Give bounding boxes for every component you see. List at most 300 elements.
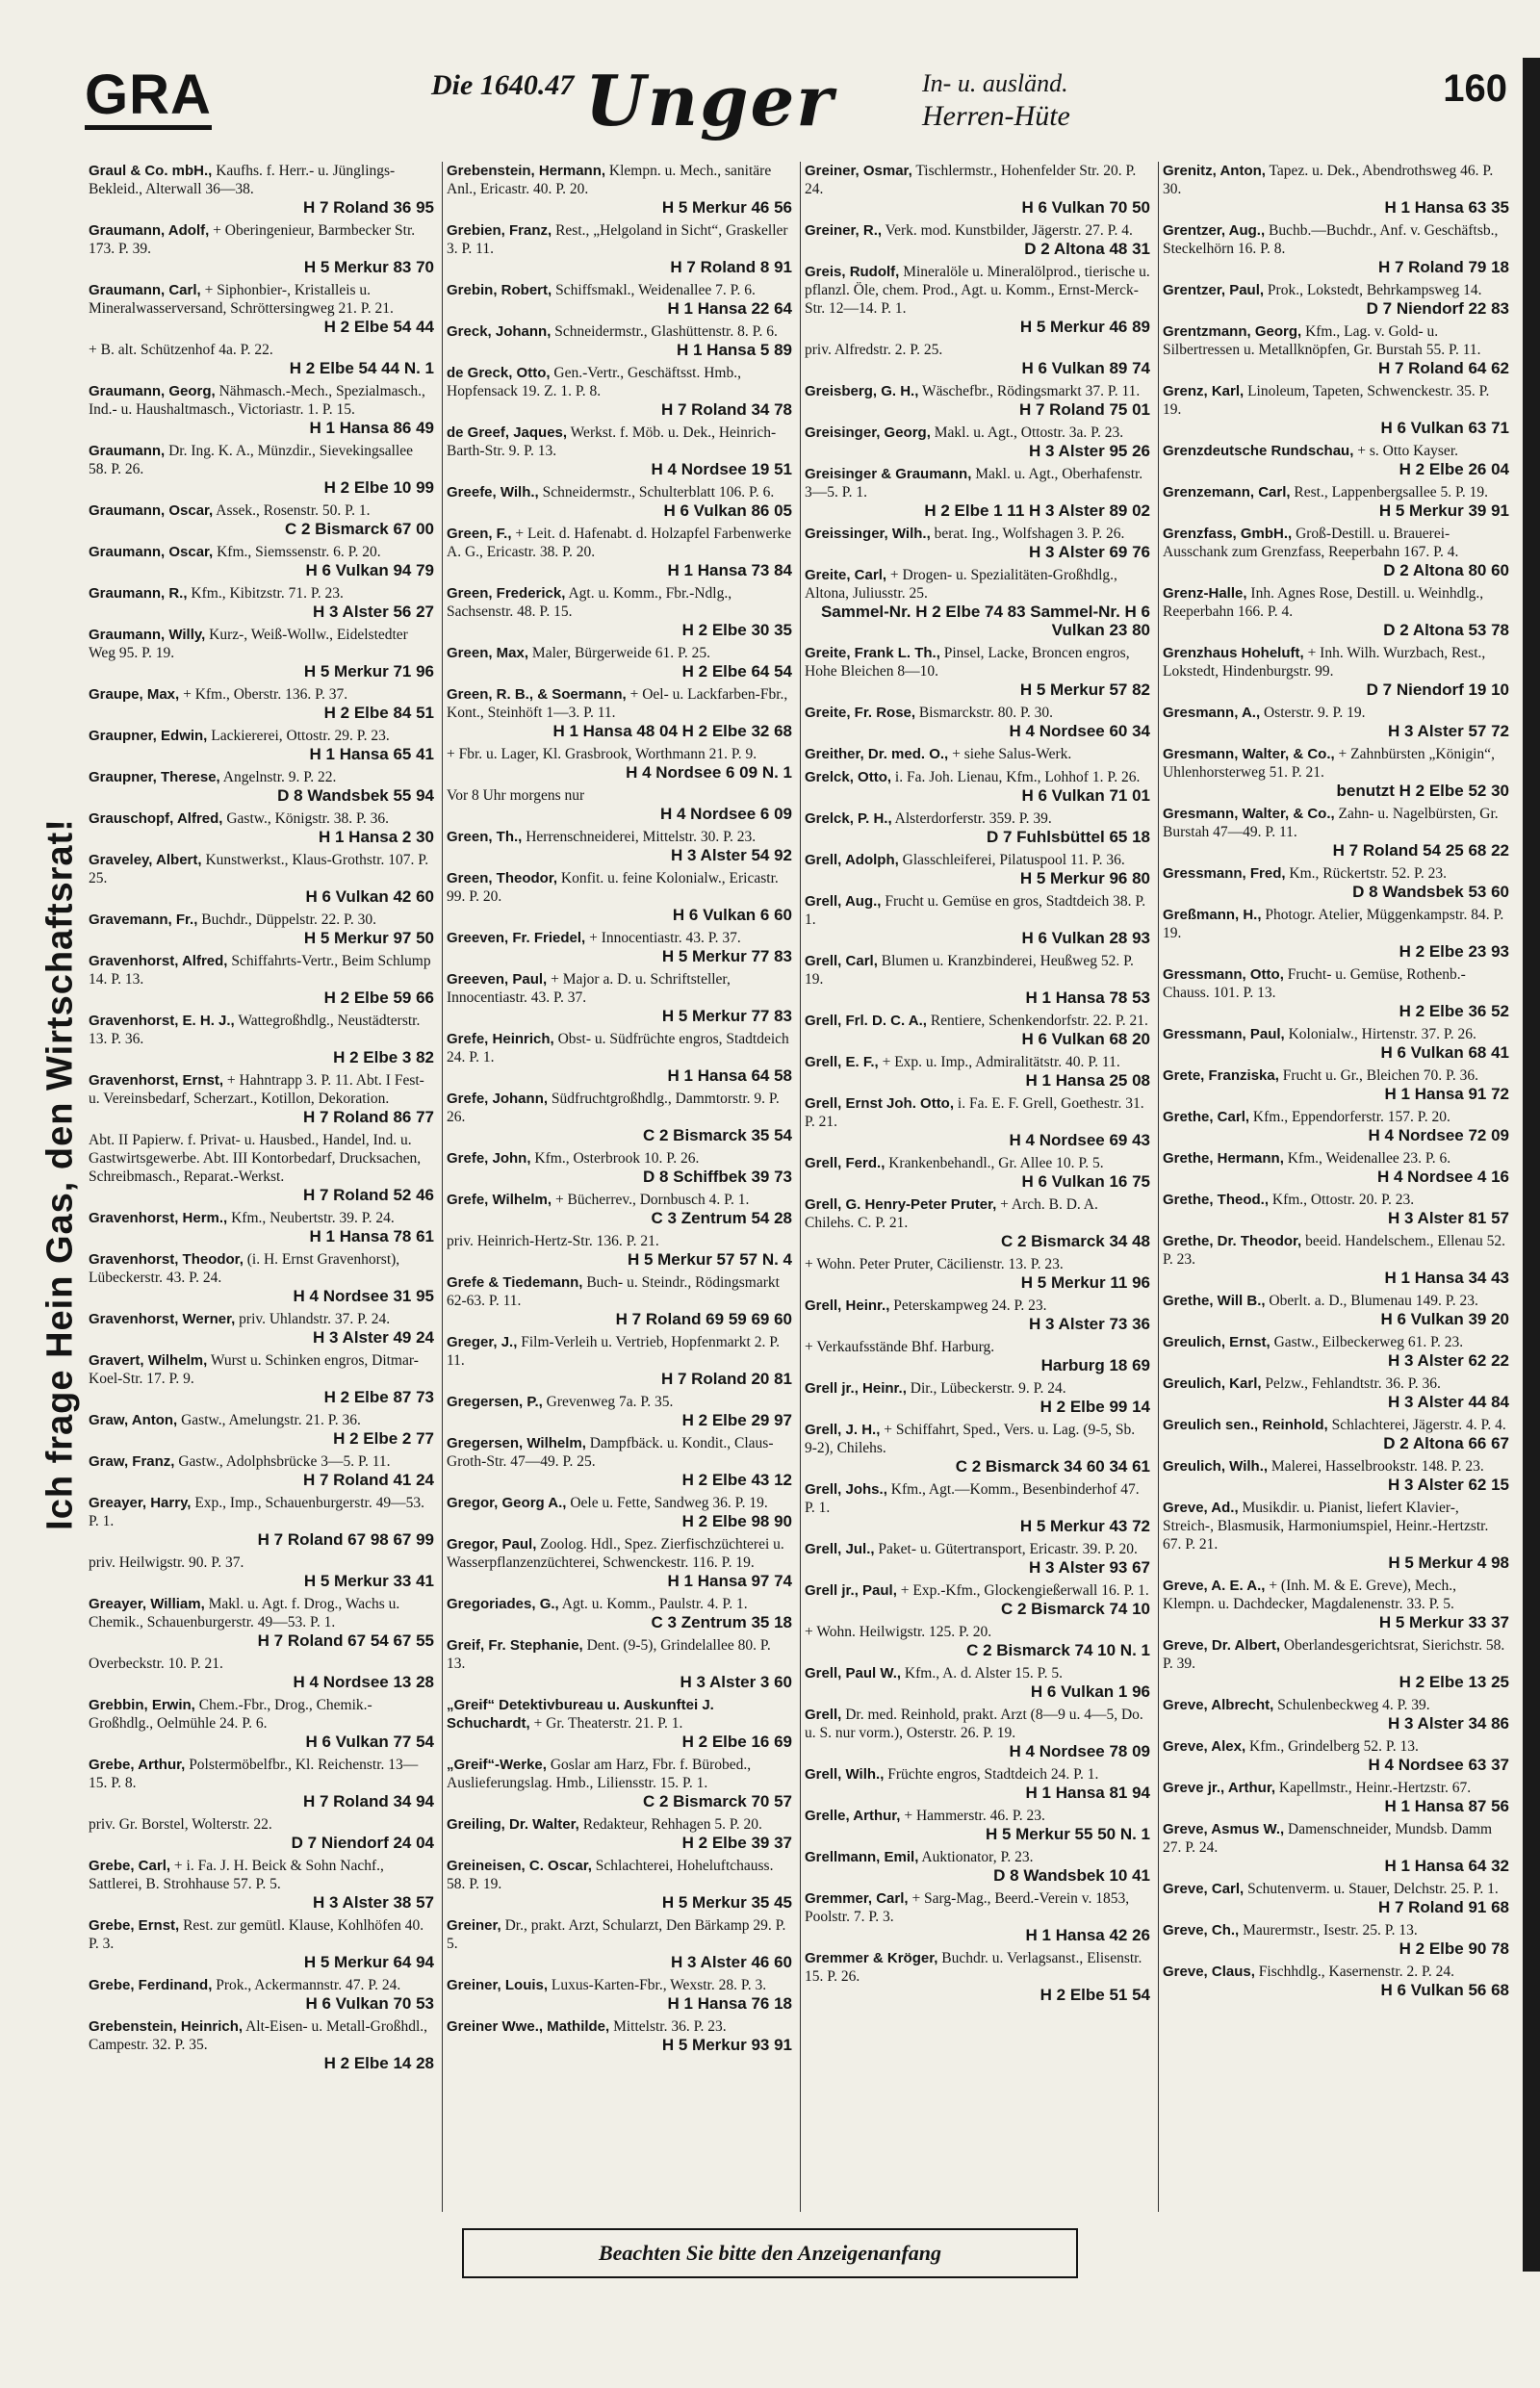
entry-details: Mittelstr. 36. P. 23.	[613, 2018, 727, 2035]
directory-entry	[447, 1191, 792, 1227]
entry-phone: H 6 Vulkan 63 71	[1380, 419, 1509, 437]
entry-phone: H 4 Nordsee 4 16	[1376, 1168, 1509, 1186]
entry-phone: H 5 Merkur 64 94	[303, 1953, 434, 1971]
ad-small-print: Die 1640.47	[431, 69, 575, 101]
entry-details: Prok., Ackermannstr. 47. P. 24.	[216, 1977, 401, 1993]
entry-details: + (Inh. M. & E. Greve), Mech., Klempn. u. Dachdecker, Magdalenenstr. 33. P. 5.	[1163, 1578, 1457, 1612]
entry-phone: D 2 Altona 80 60	[1383, 561, 1509, 579]
entry-name: Greite, Carl,	[805, 567, 887, 583]
entry-name: Green, Max,	[447, 645, 529, 661]
entry-phone: H 4 Nordsee 72 09	[1368, 1126, 1509, 1144]
entry-name: Greulich sen., Reinhold,	[1163, 1417, 1328, 1433]
entry-name: Grell jr., Paul,	[805, 1582, 897, 1599]
entry-phone: H 3 Alster 93 67	[1029, 1558, 1150, 1577]
directory-entry	[805, 704, 1150, 740]
entry-phone: D 8 Wandsbek 53 60	[1352, 883, 1509, 901]
entry-name: Greisinger & Graumann,	[805, 466, 972, 482]
entry-phone: H 1 Hansa 73 84	[667, 561, 792, 579]
directory-entry	[89, 1494, 434, 1549]
entry-phone: H 1 Hansa 2 30	[318, 828, 434, 846]
entry-details: Schneidermstr., Schulterblatt 106. P. 6.	[542, 484, 775, 501]
ad-tagline: In- u. ausländ.	[922, 69, 1068, 97]
entry-phone: H 2 Elbe 29 97	[681, 1411, 792, 1429]
entry-phone: H 5 Merkur 46 89	[1019, 318, 1150, 336]
entry-phone: H 3 Alster 38 57	[313, 1893, 434, 1912]
entry-name: Gravenhorst, Theodor,	[89, 1251, 244, 1268]
directory-entry	[447, 1636, 792, 1691]
entry-phone: H 6 Vulkan 77 54	[305, 1733, 434, 1751]
entry-details: Werkst. f. Möb. u. Dek., Heinrich-Barth-Str. 9. P. 13.	[447, 424, 777, 459]
entry-phone: H 4 Nordsee 19 51	[651, 460, 792, 478]
entry-name: Grethe, Carl,	[1163, 1109, 1250, 1125]
entry-phone: H 6 Vulkan 42 60	[305, 887, 434, 906]
directory-entry	[1163, 1737, 1509, 1774]
directory-entry	[89, 952, 434, 1007]
entry-phone: H 5 Merkur 83 70	[303, 258, 434, 276]
entry-phone: C 3 Zentrum 54 28	[651, 1209, 792, 1227]
directory-entry	[805, 1765, 1150, 1802]
entry-name: Greite, Fr. Rose,	[805, 705, 916, 721]
entry-phone: C 2 Bismarck 34 48	[1001, 1232, 1150, 1250]
directory-entry	[447, 786, 792, 823]
entry-name: Grethe, Hermann,	[1163, 1150, 1284, 1167]
entry-details: priv. Alfredstr. 2. P. 25.	[805, 342, 943, 358]
directory-entry	[1163, 221, 1509, 276]
entry-name: Greve, Alex,	[1163, 1738, 1246, 1755]
directory-entry	[89, 911, 434, 947]
directory-entry	[1163, 1963, 1509, 1999]
entry-name: Gressmann, Otto,	[1163, 966, 1284, 983]
directory-entry	[805, 1889, 1150, 1944]
entry-name: Grelck, P. H.,	[805, 810, 892, 827]
directory-entry	[89, 1411, 434, 1448]
entry-name: Grenzhaus Hoheluft,	[1163, 645, 1304, 661]
entry-phone: H 4 Nordsee 6 09	[659, 805, 792, 823]
entry-details: Makl. u. Agt., Ottostr. 3a. P. 23.	[934, 424, 1124, 441]
entry-details: Km., Rückertstr. 52. P. 23.	[1289, 865, 1448, 882]
entry-name: Grentzmann, Georg,	[1163, 323, 1302, 340]
entry-details: Grevenweg 7a. P. 35.	[546, 1394, 674, 1410]
entry-name: Grell, Aug.,	[805, 893, 882, 910]
entry-phone: H 3 Alster 56 27	[313, 603, 434, 621]
entry-details: Peterskampweg 24. P. 23.	[893, 1297, 1047, 1314]
directory-entry	[805, 1664, 1150, 1701]
entry-name: Greiner, Louis,	[447, 1977, 549, 1993]
entry-phone: H 2 Elbe 1 11 H 3 Alster 89 02	[924, 501, 1150, 520]
entry-details: Paket- u. Gütertransport, Ericastr. 39. P. 20.	[878, 1541, 1138, 1557]
entry-details: Schlachterei, Jägerstr. 4. P. 4.	[1331, 1417, 1506, 1433]
entry-name: Green, Theodor,	[447, 870, 558, 886]
index-letters: GRA	[85, 65, 212, 130]
entry-details: + Inh. Wilh. Wurzbach, Rest., Lokstedt, Hindenburgstr. 99.	[1163, 645, 1486, 680]
entry-details: Glasschleiferei, Pilatuspool 11. P. 36.	[902, 852, 1125, 868]
entry-phone: H 7 Roland 41 24	[302, 1471, 434, 1489]
entry-details: + Siphonbier-, Kristalleis u. Mineralwasserversand, Schröttersingweg 21. P. 21.	[89, 282, 394, 317]
entry-name: Grefe, John,	[447, 1150, 531, 1167]
entry-name: Green, Th.,	[447, 829, 523, 845]
entry-name: Grebbin, Erwin,	[89, 1697, 195, 1713]
directory-entry	[447, 745, 792, 782]
entry-name: Greve, Albrecht,	[1163, 1697, 1274, 1713]
entry-name: Greve, A. E. A.,	[1163, 1578, 1266, 1594]
entry-name: Greiner, R.,	[805, 222, 883, 239]
directory-entry	[447, 1696, 792, 1751]
directory-entry	[805, 1807, 1150, 1843]
entry-details: Wurst u. Schinken engros, Ditmar-Koel-Str. 17. P. 9.	[89, 1352, 419, 1387]
entry-details: beeid. Handelschem., Ellenau 52. P. 23.	[1163, 1233, 1505, 1268]
entry-name: Gravenhorst, Alfred,	[89, 953, 228, 969]
entry-details: Frucht- u. Gemüse, Rothenb.-Chauss. 101. P. 13.	[1163, 966, 1466, 1001]
entry-details: + B. alt. Schützenhof 4a. P. 22.	[89, 342, 273, 358]
entry-name: Grentzer, Aug.,	[1163, 222, 1266, 239]
entry-name: Gregor, Paul,	[447, 1536, 537, 1553]
directory-entry	[1163, 1696, 1509, 1733]
entry-name: Grethe, Will B.,	[1163, 1293, 1266, 1309]
column-2	[443, 162, 801, 2212]
directory-entry	[1163, 1108, 1509, 1144]
directory-entry	[1163, 525, 1509, 579]
entry-details: Kfm., Agt.—Komm., Besenbinderhof 47. P. 1.	[805, 1481, 1140, 1516]
entry-details: Obst- u. Südfrüchte engros, Stadtdeich 24. P. 1.	[447, 1031, 789, 1066]
entry-name: Graumann, Oscar,	[89, 544, 214, 560]
directory-entry	[1163, 1025, 1509, 1062]
entry-name: „Greif“ Detektivbureau u. Auskunftei J. Schuchardt,	[447, 1697, 714, 1732]
directory-entry	[89, 1452, 434, 1489]
entry-name: Grefe, Heinrich,	[447, 1031, 554, 1047]
entry-details: Vor 8 Uhr morgens nur	[447, 787, 585, 804]
entry-details: Schlachterei, Hoheluftchauss. 58. P. 19.	[447, 1858, 774, 1892]
entry-name: „Greif“-Werke,	[447, 1757, 547, 1773]
entry-phone: H 3 Alster 44 84	[1388, 1393, 1509, 1411]
entry-phone: D 8 Schiffbek 39 73	[643, 1168, 792, 1186]
directory-entry	[805, 644, 1150, 699]
directory-entry	[89, 1696, 434, 1751]
entry-phone: H 2 Elbe 10 99	[323, 478, 434, 497]
directory-entry	[89, 1071, 434, 1126]
entry-name: Greiner Wwe., Mathilde,	[447, 2018, 610, 2035]
entry-details: Gastw., Königstr. 38. P. 36.	[226, 810, 389, 827]
entry-name: Greite, Frank L. Th.,	[805, 645, 940, 661]
entry-name: Graw, Anton,	[89, 1412, 178, 1428]
entry-name: Greve, Dr. Albert,	[1163, 1637, 1280, 1654]
entry-name: Greulich, Wilh.,	[1163, 1458, 1269, 1475]
entry-phone: H 7 Roland 86 77	[302, 1108, 434, 1126]
entry-phone: H 1 Hansa 81 94	[1025, 1784, 1150, 1802]
entry-details: + Wohn. Peter Pruter, Cäcilienstr. 13. P. 23.	[805, 1256, 1064, 1272]
entry-details: + Major a. D. u. Schriftsteller, Innocentiastr. 43. P. 37.	[447, 971, 731, 1006]
entry-name: Greve jr., Arthur,	[1163, 1780, 1275, 1796]
entry-details: Verk. mod. Kunstbilder, Jägerstr. 27. P. 4.	[885, 222, 1133, 239]
entry-phone: D 7 Fuhlsbüttel 65 18	[986, 828, 1150, 846]
entry-phone: H 1 Hansa 97 74	[667, 1572, 792, 1590]
entry-name: Gressmann, Paul,	[1163, 1026, 1285, 1042]
directory-entry	[447, 929, 792, 965]
entry-phone: H 1 Hansa 86 49	[309, 419, 434, 437]
entry-name: Greissinger, Wilh.,	[805, 526, 931, 542]
directory-entry	[89, 2017, 434, 2072]
entry-name: Grete, Franziska,	[1163, 1067, 1279, 1084]
entry-phone: D 2 Altona 53 78	[1383, 621, 1509, 639]
entry-details: Makl. u. Agt. f. Drog., Wachs u. Chemik., Schauenburgerstr. 49—53. P. 1.	[89, 1596, 400, 1631]
entry-phone: H 7 Roland 69 59 69 60	[615, 1310, 792, 1328]
directory-entry	[447, 525, 792, 579]
entry-phone: H 4 Nordsee 13 28	[293, 1673, 434, 1691]
directory-entry	[1163, 1333, 1509, 1370]
entry-details: Nähmasch.-Mech., Spezialmasch., Ind.- u. Haushaltmasch., Victoriastr. 1. P. 15.	[89, 383, 425, 418]
directory-entry	[447, 281, 792, 318]
entry-phone: C 2 Bismarck 34 60 34 61	[955, 1457, 1150, 1476]
entry-name: Green, Frederick,	[447, 585, 566, 602]
entry-phone: H 7 Roland 54 25 68 22	[1332, 841, 1509, 860]
entry-name: Grelle, Arthur,	[805, 1808, 901, 1824]
directory-entry	[1163, 1499, 1509, 1572]
directory-entry	[89, 1209, 434, 1245]
entry-phone: C 3 Zentrum 35 18	[651, 1613, 792, 1631]
entry-details: Pinsel, Lacke, Broncen engros, Hohe Bleichen 8—10.	[805, 645, 1130, 680]
entry-details: Gen.-Vertr., Geschäftsst. Hmb., Hopfensack 19. Z. 1. P. 8.	[447, 365, 741, 399]
entry-name: Gravenhorst, Ernst,	[89, 1072, 224, 1089]
entry-details: + Sarg-Mag., Beerd.-Verein v. 1853, Poolstr. 7. P. 3.	[805, 1890, 1130, 1925]
entry-phone: H 4 Nordsee 69 43	[1009, 1131, 1150, 1149]
entry-details: Abt. II Papierw. f. Privat- u. Hausbed., Handel, Ind. u. Gastwirtsgewerbe. Abt. III Kontorbedarf, Drucksachen, Schreibmasch., Reparat.-Werkst.	[89, 1132, 422, 1185]
entry-phone: H 5 Merkur 33 37	[1378, 1613, 1509, 1631]
directory-entry	[89, 809, 434, 846]
directory-entry	[89, 1351, 434, 1406]
entry-details: + Zahnbürsten „Königin“, Uhlenhorsterweg 51. P. 21.	[1163, 746, 1495, 781]
entry-name: Greulich, Karl,	[1163, 1375, 1262, 1392]
directory-entry	[805, 1949, 1150, 2004]
entry-details: berat. Ing., Wolfshagen 3. P. 26.	[934, 526, 1125, 542]
directory-entry	[805, 1255, 1150, 1292]
directory-entry	[1163, 162, 1509, 217]
directory-entry	[1163, 1149, 1509, 1186]
entry-phone: H 3 Alster 46 60	[671, 1953, 792, 1971]
entry-phone: H 1 Hansa 91 72	[1384, 1085, 1509, 1103]
directory-entry	[89, 442, 434, 497]
entry-details: Alsterdorferstr. 359. P. 39.	[894, 810, 1052, 827]
directory-entry	[447, 584, 792, 639]
entry-details: + Oel- u. Lackfarben-Fbr., Kont., Steinhöft 1—3. P. 11.	[447, 686, 788, 721]
directory-entry	[89, 281, 434, 336]
entry-details: Südfruchtgroßhdlg., Dammtorstr. 9. P. 26.	[447, 1091, 780, 1125]
entry-phone: D 7 Niendorf 24 04	[291, 1834, 434, 1852]
entry-name: Grebe, Carl,	[89, 1858, 171, 1874]
entry-phone: H 2 Elbe 98 90	[681, 1512, 792, 1530]
entry-name: Grefe, Johann,	[447, 1091, 549, 1107]
entry-phone: H 1 Hansa 42 26	[1025, 1926, 1150, 1944]
entry-phone: H 5 Merkur 97 50	[303, 929, 434, 947]
entry-name: Grenzdeutsche Rundschau,	[1163, 443, 1354, 459]
entry-details: Chem.-Fbr., Drog., Chemik.-Großhdlg., Oelmühle 24. P. 6.	[89, 1697, 372, 1732]
entry-details: Buchdr., Düppelstr. 22. P. 30.	[201, 912, 376, 928]
entry-phone: H 6 Vulkan 68 20	[1021, 1030, 1150, 1048]
entry-name: Grebien, Franz,	[447, 222, 552, 239]
entry-phone: H 1 Hansa 65 41	[309, 745, 434, 763]
entry-name: Graumann, Georg,	[89, 383, 216, 399]
entry-phone: H 7 Roland 67 54 67 55	[257, 1631, 434, 1650]
directory-entry	[1163, 1577, 1509, 1631]
entry-details: + Drogen- u. Spezialitäten-Großhdlg., Altona, Juliusstr. 25.	[805, 567, 1117, 602]
directory-entry	[89, 1250, 434, 1305]
entry-phone: H 3 Alster 3 60	[680, 1673, 792, 1691]
entry-name: Grentzer, Paul,	[1163, 282, 1265, 298]
entry-name: de Greef, Jaques,	[447, 424, 568, 441]
entry-phone: H 7 Roland 75 01	[1018, 400, 1150, 419]
entry-details: Alt-Eisen- u. Metall-Großhdl., Campestr. 32. P. 35.	[89, 2018, 428, 2053]
entry-name: Graveley, Albert,	[89, 852, 202, 868]
entry-details: Dir., Lübeckerstr. 9. P. 24.	[910, 1380, 1066, 1397]
entry-phone: H 5 Merkur 57 57 N. 4	[627, 1250, 792, 1269]
column-4	[1159, 162, 1517, 2212]
entry-phone: H 1 Hansa 64 58	[667, 1066, 792, 1085]
entry-details: Buch- u. Steindr., Rödingsmarkt 62-63. P. 11.	[447, 1274, 780, 1309]
directory-entry	[1163, 1457, 1509, 1494]
entry-details: Kfm., Kibitzstr. 71. P. 23.	[191, 585, 344, 602]
entry-details: Frucht u. Gemüse en gros, Stadtdeich 38. P. 1.	[805, 893, 1146, 928]
entry-phone: D 8 Wandsbek 10 41	[993, 1866, 1150, 1885]
directory-entry	[89, 341, 434, 377]
entry-details: + Exp.-Kfm., Glockengießerwall 16. P. 1.	[900, 1582, 1149, 1599]
directory-entry	[805, 892, 1150, 947]
entry-phone: H 2 Elbe 36 52	[1399, 1002, 1509, 1020]
entry-details: Gastw., Adolphsbrücke 3—5. P. 11.	[178, 1453, 391, 1470]
entry-phone: H 6 Vulkan 39 20	[1380, 1310, 1509, 1328]
entry-phone: H 5 Merkur 11 96	[1020, 1273, 1150, 1292]
entry-name: Gresmann, A.,	[1163, 705, 1261, 721]
entry-details: Schneidermstr., Glashüttenstr. 8. P. 6.	[554, 323, 778, 340]
directory-entry	[1163, 704, 1509, 740]
entry-name: Greefe, Wilh.,	[447, 484, 539, 501]
entry-name: Grebenstein, Hermann,	[447, 163, 606, 179]
sidebar-advert	[37, 789, 85, 1559]
directory-entry	[447, 364, 792, 419]
entry-phone: D 2 Altona 66 67	[1383, 1434, 1509, 1452]
directory-entry	[89, 1815, 434, 1852]
directory-entry	[805, 809, 1150, 846]
entry-details: Dr., prakt. Arzt, Schularzt, Den Bärkamp 29. P. 5.	[447, 1917, 786, 1952]
ad-product: Herren-Hüte	[922, 100, 1070, 132]
entry-name: Gravert, Wilhelm,	[89, 1352, 208, 1369]
entry-details: Osterstr. 9. P. 19.	[1264, 705, 1366, 721]
entry-details: + Oberingenieur, Barmbecker Str. 173. P. 39.	[89, 222, 416, 257]
entry-phone: H 3 Alster 81 57	[1388, 1209, 1509, 1227]
entry-name: Greiner, Osmar,	[805, 163, 912, 179]
entry-phone: H 5 Merkur 55 50 N. 1	[985, 1825, 1150, 1843]
entry-details: + Fbr. u. Lager, Kl. Grasbrook, Worthmann 21. P. 9.	[447, 746, 757, 762]
entry-name: Grellmann, Emil,	[805, 1849, 919, 1865]
footer-text: Beachten Sie bitte den Anzeigenanfang	[598, 2241, 942, 2265]
directory-entry	[1163, 906, 1509, 961]
entry-name: Grefe & Tiedemann,	[447, 1274, 583, 1291]
entry-phone: H 3 Alster 62 22	[1388, 1351, 1509, 1370]
entry-details: + s. Otto Kayser.	[1357, 443, 1458, 459]
entry-name: Graumann, Adolf,	[89, 222, 210, 239]
entry-details: + siehe Salus-Werk.	[952, 746, 1072, 762]
directory-entry	[1163, 644, 1509, 699]
entry-phone: benutzt H 2 Elbe 52 30	[1336, 782, 1509, 800]
entry-details: Dr. Ing. K. A., Münzdir., Sievekingsallee 58. P. 26.	[89, 443, 414, 477]
directory-entry	[805, 525, 1150, 561]
entry-phone: H 1 Hansa 22 64	[667, 299, 792, 318]
entry-phone: H 5 Merkur 93 91	[661, 2036, 792, 2054]
entry-name: Gregor, Georg A.,	[447, 1495, 567, 1511]
entry-name: Greve, Asmus W.,	[1163, 1821, 1285, 1837]
entry-details: Konfit. u. feine Kolonialw., Ericastr. 99. P. 20.	[447, 870, 779, 905]
entry-phone: C 2 Bismarck 70 57	[643, 1792, 792, 1810]
directory-entry	[89, 382, 434, 437]
directory-entry	[805, 382, 1150, 419]
entry-details: (i. H. Ernst Gravenhorst), Lübeckerstr. 43. P. 24.	[89, 1251, 400, 1286]
entry-name: Graumann, R.,	[89, 585, 188, 602]
entry-name: Grell, Adolph,	[805, 852, 899, 868]
entry-details: i. Fa. E. F. Grell, Goethestr. 31. P. 21.	[805, 1095, 1144, 1130]
entry-phone: H 4 Nordsee 60 34	[1009, 722, 1150, 740]
directory-entry	[1163, 1779, 1509, 1815]
directory-entry	[805, 1540, 1150, 1577]
entry-phone: H 2 Elbe 13 25	[1399, 1673, 1509, 1691]
entry-phone: H 3 Alster 54 92	[671, 846, 792, 864]
entry-phone: H 2 Elbe 90 78	[1399, 1939, 1509, 1958]
entry-name: Grell, Ferd.,	[805, 1155, 886, 1171]
entry-name: Grell, Jul.,	[805, 1541, 875, 1557]
directory-entry	[805, 1623, 1150, 1659]
directory-entry	[1163, 382, 1509, 437]
entry-phone: D 7 Niendorf 22 83	[1366, 299, 1509, 318]
entry-details: + Bücherrev., Dornbusch 4. P. 1.	[554, 1192, 750, 1208]
entry-details: Film-Verleih u. Vertrieb, Hopfenmarkt 2. P. 11.	[447, 1334, 781, 1369]
entry-name: Green, F.,	[447, 526, 512, 542]
directory-entry	[89, 1131, 434, 1204]
directory-entry	[89, 727, 434, 763]
entry-name: Grell jr., Heinr.,	[805, 1380, 907, 1397]
entry-phone: H 6 Vulkan 71 01	[1021, 786, 1150, 805]
entry-phone: H 2 Elbe 2 77	[333, 1429, 434, 1448]
directory-entry	[89, 851, 434, 906]
entry-details: + Arch. B. D. A. Chilehs. C. P. 21.	[805, 1196, 1098, 1231]
directory-entry	[447, 828, 792, 864]
column-3	[801, 162, 1159, 2212]
entry-name: Greve, Carl,	[1163, 1881, 1245, 1897]
entry-name: Gregoriades, G.,	[447, 1596, 559, 1612]
ad-brand-logo: Unger	[585, 60, 835, 141]
entry-phone: H 2 Elbe 99 14	[1040, 1398, 1150, 1416]
entry-details: Blumen u. Kranzbinderei, Heußweg 52. P. 19.	[805, 953, 1134, 988]
directory-entry	[447, 1535, 792, 1590]
directory-entry	[89, 584, 434, 621]
directory-entry	[447, 1393, 792, 1429]
directory-entry	[447, 1232, 792, 1269]
entry-phone: H 5 Merkur 77 83	[661, 1007, 792, 1025]
entry-phone: H 2 Elbe 87 73	[323, 1388, 434, 1406]
entry-name: Graumann,	[89, 443, 166, 459]
entry-details: Rest. zur gemütl. Klause, Kohlhöfen 40. P. 3.	[89, 1917, 424, 1952]
directory-entry	[447, 1090, 792, 1144]
directory-entry	[89, 1595, 434, 1650]
entry-details: + Hahntrapp 3. P. 11. Abt. I Fest- u. Vereinsbedarf, Scherzart., Kotillon, Dekoration.	[89, 1072, 424, 1107]
entry-name: Greiling, Dr. Walter,	[447, 1816, 579, 1833]
directory-entry	[447, 970, 792, 1025]
directory-entry	[447, 162, 792, 217]
directory-entry	[805, 424, 1150, 460]
directory-entry	[89, 1976, 434, 2013]
entry-name: Grell, Carl,	[805, 953, 878, 969]
directory-entry	[805, 851, 1150, 887]
directory-entry	[1163, 864, 1509, 901]
directory-entry	[89, 626, 434, 680]
entry-details: Kolonialw., Hirtenstr. 37. P. 26.	[1288, 1026, 1476, 1042]
entry-details: Damenschneider, Mundsb. Damm 27. P. 24.	[1163, 1821, 1493, 1856]
entry-details: Frucht u. Gr., Bleichen 70. P. 36.	[1282, 1067, 1478, 1084]
